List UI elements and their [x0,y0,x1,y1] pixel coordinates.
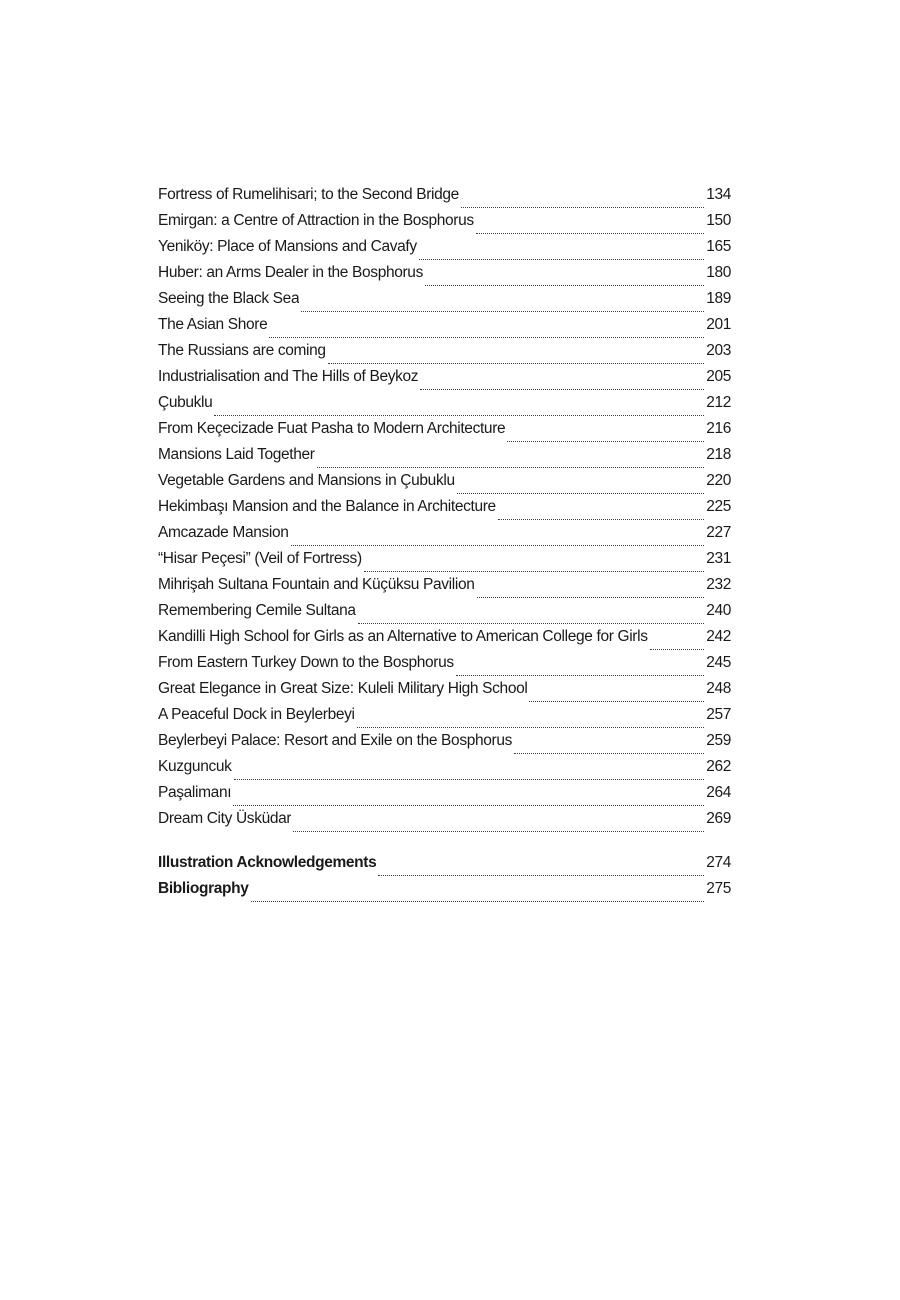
toc-entry[interactable] [158,650,731,676]
dot-leader [650,642,705,650]
dot-leader [476,226,704,234]
toc-back-matter-entry[interactable] [158,850,731,876]
toc-entry-page-number: 220 [706,472,731,489]
toc-entry-page-number: 205 [706,368,731,385]
dot-leader [233,798,704,806]
toc-entry-title: Seeing the Black Sea [158,290,300,307]
toc-entry-title: A Peaceful Dock in Beylerbeyi [158,706,355,723]
toc-entry-page-number: 227 [706,524,731,541]
toc-entry-page-number: 212 [706,394,731,411]
toc-entry-title: “Hisar Peçesi” (Veil of Fortress) [158,550,362,567]
dot-leader [214,408,704,416]
toc-entry-title: Hekimbaşı Mansion and the Balance in Architecture [158,498,496,515]
toc-entry-page-number: 180 [706,264,731,281]
toc-entry[interactable] [158,260,731,286]
dot-leader [269,330,704,338]
toc-entry[interactable] [158,806,731,832]
dot-leader [419,252,704,260]
toc-entry[interactable] [158,286,731,312]
dot-leader [293,824,704,832]
toc-entry-page-number: 189 [706,290,731,307]
toc-entry[interactable] [158,234,731,260]
toc-entry-page-number: 134 [706,186,731,203]
toc-entry-page-number: 259 [706,732,731,749]
toc-entry-title: Çubuklu [158,394,213,411]
toc-entry-title: Mihrişah Sultana Fountain and Küçüksu Pavilion [158,576,475,593]
toc-entry[interactable] [158,754,731,780]
toc-entry-title: The Russians are coming [158,342,326,359]
dot-leader [234,772,705,780]
toc-entry-page-number: 232 [706,576,731,593]
dot-leader [425,278,704,286]
toc-entry-page-number: 274 [706,854,731,871]
dot-leader [358,616,705,624]
dot-leader [364,564,704,572]
dot-leader [317,460,705,468]
toc-entry-title: Remembering Cemile Sultana [158,602,356,619]
dot-leader [498,512,704,520]
toc-entry-page-number: 248 [706,680,731,697]
toc-entry-title: Bibliography [158,880,249,897]
toc-entry[interactable] [158,208,731,234]
dot-leader [514,746,704,754]
toc-entry-page-number: 201 [706,316,731,333]
toc-entry[interactable] [158,416,731,442]
dot-leader [328,356,704,364]
toc-entry-title: Kandilli High School for Girls as an Alternative to American College for Girls [158,628,648,645]
toc-entry-page-number: 231 [706,550,731,567]
toc-entry-title: Great Elegance in Great Size: Kuleli Military High School [158,680,528,697]
toc-back-matter-entry[interactable] [158,876,731,902]
toc-entry-page-number: 269 [706,810,731,827]
dot-leader [507,434,704,442]
toc-entry[interactable] [158,676,731,702]
toc-entry[interactable] [158,390,731,416]
dot-leader [291,538,705,546]
toc-entry[interactable] [158,312,731,338]
dot-leader [420,382,704,390]
toc-entry[interactable] [158,780,731,806]
toc-entry[interactable] [158,494,731,520]
toc-entry-title: From Keçecizade Fuat Pasha to Modern Architecture [158,420,506,437]
toc-entry-page-number: 150 [706,212,731,229]
toc-entry-page-number: 242 [706,628,731,645]
toc-entry-page-number: 275 [706,880,731,897]
toc-entry[interactable] [158,624,731,650]
toc-entry[interactable] [158,442,731,468]
toc-entry-page-number: 264 [706,784,731,801]
toc-entry-title: The Asian Shore [158,316,268,333]
toc-entry-title: Emirgan: a Centre of Attraction in the Bosphorus [158,212,474,229]
toc-entry[interactable] [158,572,731,598]
toc-entry-title: Paşalimanı [158,784,232,801]
toc-entry-page-number: 262 [706,758,731,775]
dot-leader [456,668,704,676]
toc-entry[interactable] [158,598,731,624]
toc-entry-title: From Eastern Turkey Down to the Bosphorus [158,654,454,671]
toc-spacer [158,832,731,850]
toc-entry-title: Huber: an Arms Dealer in the Bosphorus [158,264,423,281]
dot-leader [357,720,705,728]
toc-entry-title: Yeniköy: Place of Mansions and Cavafy [158,238,417,255]
toc-entry-page-number: 165 [706,238,731,255]
toc-entry-page-number: 203 [706,342,731,359]
toc-entry-title: Mansions Laid Together [158,446,315,463]
dot-leader [378,868,704,876]
toc-entry[interactable] [158,702,731,728]
toc-main-list [158,182,731,832]
dot-leader [457,486,704,494]
toc-entry-title: Vegetable Gardens and Mansions in Çubuklu [158,472,455,489]
toc-entry-page-number: 216 [706,420,731,437]
toc-entry-page-number: 240 [706,602,731,619]
toc-entry[interactable] [158,728,731,754]
toc-entry[interactable] [158,338,731,364]
toc-entry-page-number: 245 [706,654,731,671]
toc-back-matter-list [158,850,731,902]
toc-entry-title: Fortress of Rumelihisari; to the Second Bridge [158,186,459,203]
toc-entry-title: Industrialisation and The Hills of Beykoz [158,368,419,385]
table-of-contents [158,182,731,902]
dot-leader [251,894,705,902]
dot-leader [301,304,704,312]
toc-entry[interactable] [158,182,731,208]
dot-leader [461,200,704,208]
toc-entry-title: Kuzguncuk [158,758,232,775]
toc-entry-page-number: 225 [706,498,731,515]
toc-entry[interactable] [158,468,731,494]
toc-entry-title: Illustration Acknowledgements [158,854,377,871]
toc-entry-title: Beylerbeyi Palace: Resort and Exile on the Bosphorus [158,732,513,749]
dot-leader [529,694,704,702]
toc-entry-title: Amcazade Mansion [158,524,289,541]
toc-entry-page-number: 257 [706,706,731,723]
toc-entry-page-number: 218 [706,446,731,463]
toc-entry[interactable] [158,364,731,390]
toc-entry-title: Dream City Üsküdar [158,810,292,827]
dot-leader [477,590,705,598]
toc-entry[interactable] [158,546,731,572]
toc-entry[interactable] [158,520,731,546]
